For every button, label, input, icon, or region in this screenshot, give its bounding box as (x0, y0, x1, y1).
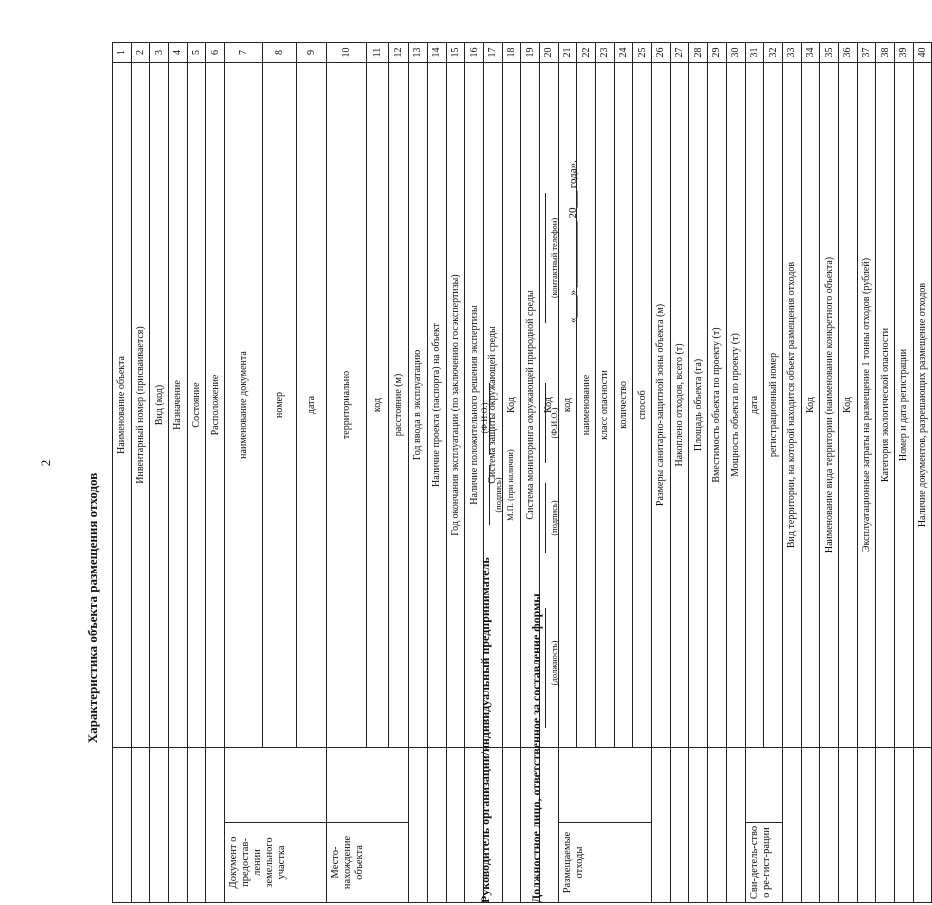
row-number: 4 (169, 43, 188, 63)
row-label: Код (838, 63, 857, 748)
fio-caption: (Ф.И.О.) (479, 402, 489, 434)
value-cell (131, 748, 150, 903)
table-row (838, 43, 857, 903)
table-row (113, 43, 132, 903)
row-label: регистрационный номер (764, 63, 783, 748)
row-number: 18 (502, 43, 521, 63)
table-row (708, 43, 727, 903)
characteristics-table (112, 42, 932, 903)
row-number: 8 (263, 43, 297, 63)
row-label: код (558, 63, 577, 748)
row-label: Эксплуатационные затраты на размещение 1 тонны отходов (рублей) (857, 63, 876, 748)
form-title: Характеристика объекта размещения отходов (85, 472, 100, 744)
table-row (876, 43, 895, 903)
row-label: Код (502, 63, 521, 748)
signature-line-responsible (545, 483, 546, 553)
phone-caption: (контактный телефон) (549, 217, 559, 299)
table-row (782, 43, 801, 903)
phone-line (545, 193, 546, 323)
group-spacer (327, 748, 409, 823)
row-number: 6 (206, 43, 225, 63)
date-line: «____» ____________ 20___ года». (567, 160, 579, 323)
table-row (726, 43, 745, 903)
value-cell (782, 748, 801, 903)
table-row (820, 43, 839, 903)
rotated-form (85, 43, 929, 903)
row-number: 24 (614, 43, 633, 63)
row-label: Назначение (169, 63, 188, 748)
row-label: Год ввода в эксплуатацию (409, 63, 428, 748)
value-cell (113, 748, 132, 903)
row-label: Размеры санитарно-защитной зоны объекта (м) (652, 63, 671, 748)
row-label: дата (297, 63, 327, 748)
row-label: Номер и дата регистрации (895, 63, 914, 748)
row-label: Наличие проекта (паспорта) на объект (427, 63, 446, 748)
row-number: 40 (913, 43, 932, 63)
row-label: территориально (327, 63, 367, 748)
row-number: 33 (782, 43, 801, 63)
table-row (169, 43, 188, 903)
row-number: 27 (670, 43, 689, 63)
group-label-document: Документ о предостав-лении земельного участка (225, 823, 327, 903)
row-label: Инвентарный номер (присваивается) (131, 63, 150, 748)
row-number: 30 (726, 43, 745, 63)
row-number: 13 (409, 43, 428, 63)
row-label: Наименование вида территории (наименование конкретного объекта) (820, 63, 839, 748)
row-label: расстояние (м) (389, 63, 409, 748)
page-number: 2 (38, 459, 53, 467)
position-caption: (должность) (549, 640, 559, 686)
row-number: 37 (857, 43, 876, 63)
value-cell (857, 748, 876, 903)
signature-caption: (подпись) (493, 477, 503, 513)
value-cell (708, 748, 727, 903)
value-cell (206, 748, 225, 903)
row-label: Расположение (206, 63, 225, 748)
table-row (913, 43, 932, 903)
row-number: 3 (150, 43, 169, 63)
table-row (857, 43, 876, 903)
table-row (801, 43, 820, 903)
value-cell (502, 748, 521, 903)
table-row (131, 43, 150, 903)
value-cell (726, 748, 745, 903)
row-label: Вместимость объекта по проекту (т) (708, 63, 727, 748)
value-cell (689, 748, 708, 903)
row-number: 12 (389, 43, 409, 63)
row-label: Код (539, 63, 558, 748)
row-label: код (367, 63, 389, 748)
responsible-label: Должностное лицо, ответственное за составление формы (529, 593, 543, 903)
row-label: Состояние (187, 63, 206, 748)
value-cell (801, 748, 820, 903)
table-row (689, 43, 708, 903)
row-number: 31 (745, 43, 764, 63)
group-label-location: Место-нахождение объекта (327, 823, 409, 903)
row-label: класс опасности (596, 63, 615, 748)
row-number: 25 (633, 43, 652, 63)
row-number: 20 (539, 43, 558, 63)
table-row (409, 43, 428, 903)
row-label: Система защиты окружающей среды (483, 63, 502, 748)
row-number: 16 (465, 43, 484, 63)
value-cell (150, 748, 169, 903)
row-label: Вид территории, на которой находится объект размещения отходов (782, 63, 801, 748)
group-label-waste: Размещаемые отходы (558, 823, 651, 903)
group-spacer (225, 748, 327, 823)
row-number: 19 (521, 43, 540, 63)
row-label: номер (263, 63, 297, 748)
row-number: 39 (895, 43, 914, 63)
table-row (670, 43, 689, 903)
row-label: способ (633, 63, 652, 748)
value-cell (895, 748, 914, 903)
row-number: 29 (708, 43, 727, 63)
group-label-certificate: Сви-детель-ство о ре-гист-рации (745, 823, 782, 903)
value-cell (169, 748, 188, 903)
row-number: 32 (764, 43, 783, 63)
table-row (150, 43, 169, 903)
value-cell (820, 748, 839, 903)
table-row (446, 43, 465, 903)
row-label: Наименование объекта (113, 63, 132, 748)
row-number: 14 (427, 43, 446, 63)
value-cell (876, 748, 895, 903)
row-label: Год окончания эксплуатации (по заключению госэкспертизы) (446, 63, 465, 748)
row-number: 22 (577, 43, 596, 63)
fio-line-responsible (545, 383, 546, 463)
row-number: 21 (558, 43, 577, 63)
row-label: наименование документа (225, 63, 263, 748)
position-line (545, 608, 546, 728)
table-row (187, 43, 206, 903)
value-cell (670, 748, 689, 903)
row-number: 1 (113, 43, 132, 63)
row-label: Наличие документов, разрешающих размещение отходов (913, 63, 932, 748)
group-spacer (558, 748, 651, 823)
row-number: 17 (483, 43, 502, 63)
row-label: дата (745, 63, 764, 748)
table-row (327, 43, 367, 903)
row-number: 35 (820, 43, 839, 63)
stamp-caption: М.П. (при наличии) (505, 449, 515, 521)
row-number: 15 (446, 43, 465, 63)
signature-line-head (489, 465, 490, 525)
table-row (745, 43, 764, 903)
row-label: Категория экологической опасности (876, 63, 895, 748)
row-label: Система мониторинга окружающей природной среды (521, 63, 540, 748)
row-number: 34 (801, 43, 820, 63)
value-cell (446, 748, 465, 903)
fio-caption-responsible: (Ф.И.О.) (549, 407, 559, 439)
row-number: 10 (327, 43, 367, 63)
row-label: Код (801, 63, 820, 748)
row-number: 36 (838, 43, 857, 63)
row-label: количество (614, 63, 633, 748)
row-number: 2 (131, 43, 150, 63)
row-number: 9 (297, 43, 327, 63)
table-row (895, 43, 914, 903)
row-number: 26 (652, 43, 671, 63)
table-row (206, 43, 225, 903)
value-cell (187, 748, 206, 903)
row-number: 11 (367, 43, 389, 63)
fio-line-head (489, 383, 490, 455)
signature-caption-responsible: (подпись) (549, 500, 559, 536)
row-number: 23 (596, 43, 615, 63)
row-label: Наличие положительного решения экспертизы (465, 63, 484, 748)
value-cell (409, 748, 428, 903)
row-label: наименование (577, 63, 596, 748)
row-number: 5 (187, 43, 206, 63)
row-label: Вид (код) (150, 63, 169, 748)
group-spacer (745, 748, 782, 823)
value-cell (652, 748, 671, 903)
row-label: Накоплено отходов, всего (т) (670, 63, 689, 748)
row-label: Площадь объекта (га) (689, 63, 708, 748)
table-row (652, 43, 671, 903)
row-number: 7 (225, 43, 263, 63)
row-number: 28 (689, 43, 708, 63)
row-number: 38 (876, 43, 895, 63)
value-cell (913, 748, 932, 903)
value-cell (838, 748, 857, 903)
table-row (427, 43, 446, 903)
value-cell (427, 748, 446, 903)
head-label: Руководитель организации/индивидуальный предприниматель (478, 557, 492, 903)
table-row (225, 43, 263, 903)
row-label: Мощность объекта по проекту (т) (726, 63, 745, 748)
